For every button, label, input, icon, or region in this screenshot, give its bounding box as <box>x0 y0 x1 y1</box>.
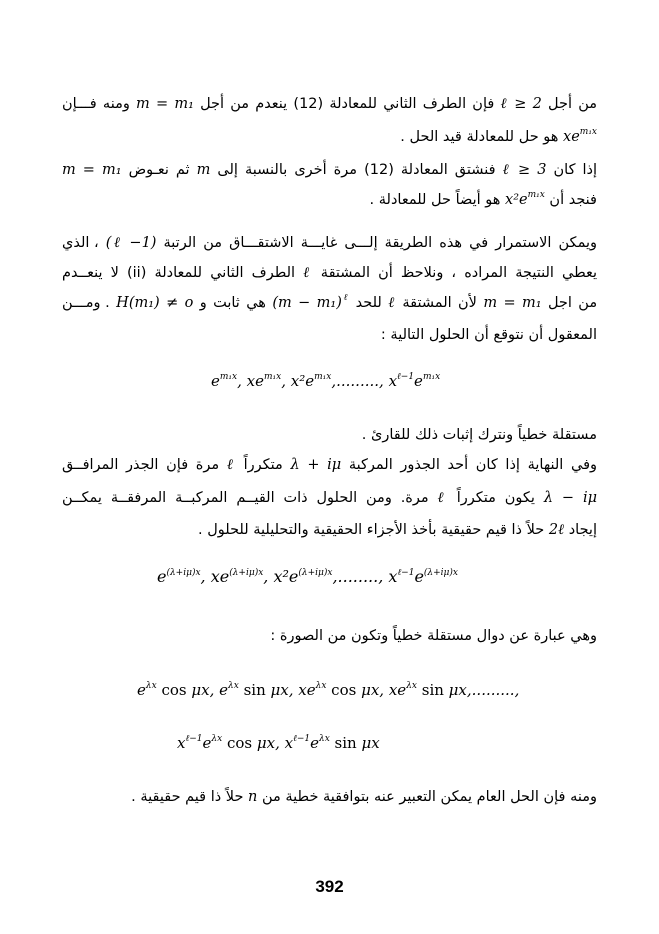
text: ومنه فـــإن <box>62 96 130 112</box>
math-sup: m₁x <box>579 127 597 137</box>
text-line-9 <box>62 425 597 445</box>
math: ℓ <box>303 265 313 281</box>
text: فنشتق المعادلة (12) مرة أخرى بالنسبة إلى <box>217 162 496 178</box>
math: ℓ ≥ 3 <box>502 162 547 178</box>
math <box>272 295 349 311</box>
eq-term: $x^2e^{m_1x}$ <box>290 372 332 390</box>
text-line-13 <box>62 626 597 646</box>
text: مرة. ومن الحلول ذات القيــم المركبــة المرفقــة يمكــن <box>62 490 429 506</box>
text: حلاً ذا قيم حقيقية بأخذ الأجزاء الحقيقية والتحليلية للحلول . <box>198 522 545 538</box>
math: m = m₁ <box>136 96 194 112</box>
math: ℓ ≥ 2 <box>500 96 542 112</box>
text: إذا كان <box>553 162 598 178</box>
page-number: 392 <box>315 877 344 896</box>
text: مستقلة خطياً ونترك إثبات ذلك للقارئ . <box>361 427 597 443</box>
eq-term: $e^{\lambda x}$ cos μx <box>137 681 210 699</box>
math: λ − iμ <box>543 490 598 506</box>
equation-3: $e^{\lambda x}$ cos μx, $e^{\lambda x}$ sin μx, $xe^{\lambda x}$ cos μx, $xe^{\lambda x}$ sin μx,........., <box>137 681 520 699</box>
eq-term: $e^{(\lambda+i\mu)x}$ <box>157 567 201 586</box>
text: ويمكن الاستمرار في هذه الطريقة إلـــى غايـــة الاشتقـــاق من الرتبة <box>163 235 597 251</box>
text: المعقول أن نتوقع أن الحلول التالية : <box>380 327 597 343</box>
eq-term: $x^{\ell-1}e^{m_1x}$ <box>388 372 441 390</box>
text: هي ثابت و <box>199 295 266 311</box>
eq-term: $x^2e^{(\lambda+i\mu)x}$ <box>273 567 333 586</box>
math: ℓ <box>388 295 396 311</box>
text: ثم نعـوض <box>128 162 190 178</box>
text: من أجل <box>548 96 598 112</box>
text: فإن الطرف الثاني للمعادلة (12) ينعدم من أجل <box>200 96 495 112</box>
text-line-11 <box>62 488 597 508</box>
text-line-3 <box>62 160 597 180</box>
text: يعطي النتيجة المراده ، ونلاحظ أن المشتقة <box>320 265 598 281</box>
eq-term: $e^{m_1x}$ <box>211 372 238 390</box>
math: (ℓ −1) <box>105 235 157 251</box>
eq-term: $xe^{\lambda x}$ cos μx <box>298 681 380 699</box>
equation-4: $x^{\ell-1}e^{\lambda x}$ cos μx, $x^{\ell-1}e^{\lambda x}$ sin μx <box>177 734 380 752</box>
equation-1: $e^{m_1x}$, $xe^{m_1x}$, $x^2e^{m_1x}$,........., $x^{\ell-1}e^{m_1x}$ <box>211 372 441 390</box>
text-line-10 <box>62 455 597 475</box>
text-line-7 <box>62 293 597 313</box>
math: 2ℓ <box>548 522 565 538</box>
text: إيجاد <box>568 522 597 538</box>
text: الطرف الثاني للمعادلة (ii) لا ينعــدم <box>62 265 296 281</box>
math: λ + iμ <box>290 457 342 473</box>
math: m <box>196 162 211 178</box>
text: من اجل <box>547 295 598 311</box>
math-sup: ℓ <box>341 293 350 303</box>
eq-term: $xe^{m_1x}$ <box>246 372 282 390</box>
math-base: xe <box>563 129 580 145</box>
text-line-1 <box>62 94 597 114</box>
equation-2: $e^{(\lambda+i\mu)x}$, $xe^{(\lambda+i\mu)x}$, $x^2e^{(\lambda+i\mu)x}$,........, $x^{\ell-1}e^{(\lambda+i\mu)x}$ <box>157 567 458 586</box>
text: . ومـــن <box>62 295 110 311</box>
text: وهي عبارة عن دوال مستقلة خطياً وتكون من الصورة : <box>270 628 597 644</box>
text: متكرراً <box>243 457 283 473</box>
text-line-6 <box>62 263 597 283</box>
math: H(m₁) ≠ o <box>116 295 194 311</box>
math-sup: m₁x <box>527 190 545 200</box>
text-line-2 <box>62 127 597 147</box>
text: مرة فإن الجذر المرافــق <box>62 457 220 473</box>
math: n <box>248 789 258 805</box>
math: m = m₁ <box>62 162 122 178</box>
math: ℓ <box>226 457 236 473</box>
text: هو أيضاً حل للمعادلة . <box>369 192 501 208</box>
math: m = m₁ <box>483 295 542 311</box>
text-line-12 <box>62 520 597 540</box>
text-line-4 <box>62 190 597 210</box>
math <box>505 192 545 208</box>
eq-term: $xe^{(\lambda+i\mu)x}$ <box>210 567 264 586</box>
text-line-5 <box>62 233 597 253</box>
text-line-14 <box>62 787 597 807</box>
text: فنجد أن <box>549 192 597 208</box>
eq-term: $xe^{\lambda x}$ sin μx <box>388 681 467 699</box>
eq-term: $e^{\lambda x}$ sin μx <box>219 681 289 699</box>
eq-term: $x^{\ell-1}e^{(\lambda+i\mu)x}$ <box>388 567 458 586</box>
text: هو حل للمعادلة قيد الحل . <box>400 129 559 145</box>
text: يكون متكرراً <box>456 490 535 506</box>
text-line-8 <box>62 325 597 345</box>
text: للحد <box>355 295 382 311</box>
text: ، الذي <box>62 235 99 251</box>
eq-term: $x^{\ell-1}e^{\lambda x}$ sin μx <box>284 734 380 752</box>
math: ℓ <box>437 490 448 506</box>
math-base: (m − m₁) <box>272 295 342 311</box>
math-base: x²e <box>505 192 528 208</box>
text: لأن المشتقة <box>402 295 477 311</box>
eq-term: $x^{\ell-1}e^{\lambda x}$ cos μx <box>177 734 276 752</box>
text: ومنه فإن الحل العام يمكن التعبير عنه بتوافقية خطية من <box>261 789 597 805</box>
text: وفي النهاية إذا كان أحد الجذور المركبة <box>348 457 598 473</box>
math <box>563 129 597 145</box>
text: حلاً ذا قيم حقيقية . <box>131 789 244 805</box>
